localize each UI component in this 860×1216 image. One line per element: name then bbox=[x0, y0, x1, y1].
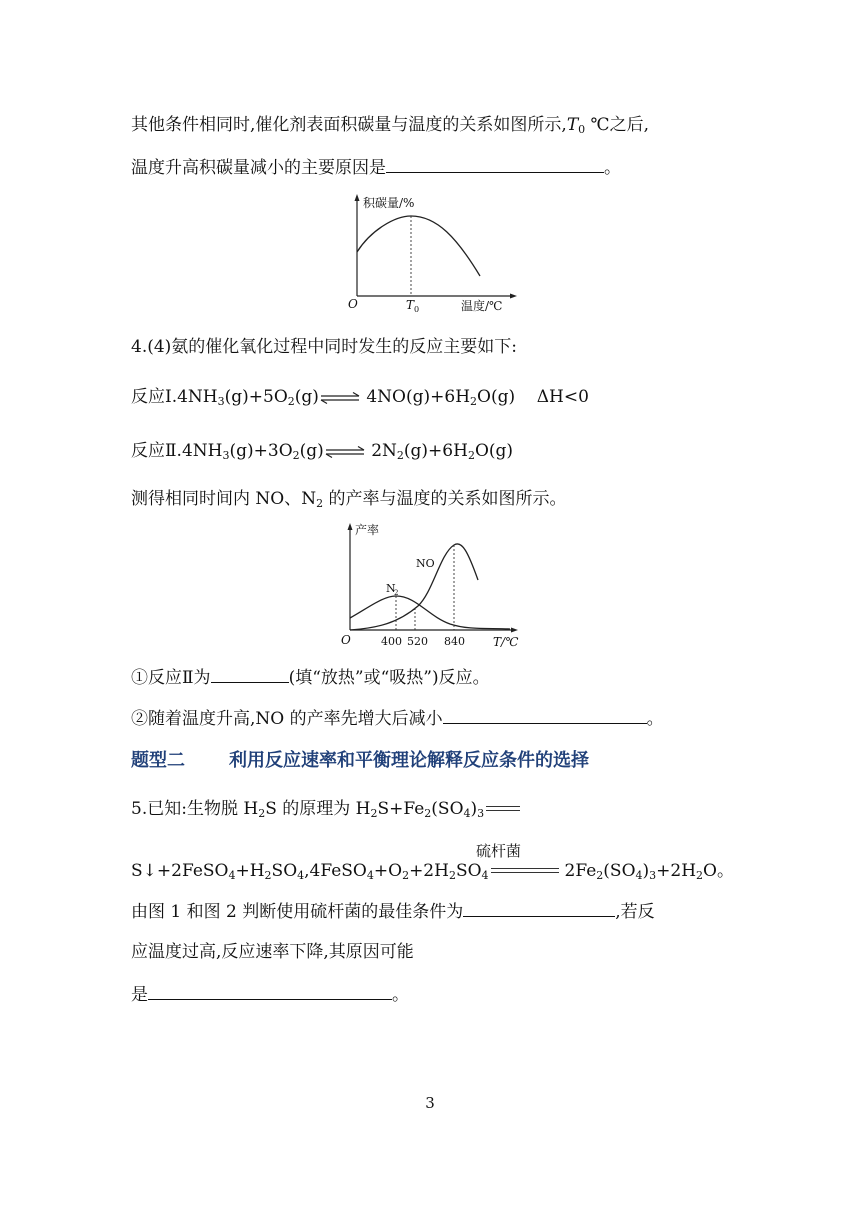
reversible-arrow-icon bbox=[324, 446, 366, 458]
equals-sign-icon bbox=[491, 867, 559, 877]
reaction-2: 反应$Ⅱ.4NH_3(g)+3O_2(g)$ $2N_2(g)+6H_2O(g)$ bbox=[131, 441, 514, 462]
chart1-ylabel: 积碳量/% bbox=[363, 196, 415, 210]
carbon-curve bbox=[357, 216, 480, 276]
q5-line4-text: 应温度过高,反应速率下降,其原因可能 bbox=[131, 942, 414, 962]
q4-intro bbox=[131, 335, 517, 359]
q5-line3-a: 由图 1 和图 2 判断使用硫杆菌的最佳条件为 bbox=[131, 902, 464, 922]
t0-symbol: T bbox=[566, 115, 579, 135]
series-label-no: NO bbox=[416, 557, 435, 570]
q5-line5 bbox=[131, 982, 409, 1007]
q4-measure-a: 测得相同时间内 NO、N bbox=[131, 489, 317, 509]
chart1-origin: O bbox=[348, 297, 358, 311]
chart2-origin: O bbox=[341, 633, 351, 647]
r1-products: 4NO(g)+6H bbox=[366, 387, 471, 407]
q4-sub1-a: ①反应Ⅱ为 bbox=[131, 668, 211, 688]
r1-enthalpy: ΔH<0 bbox=[536, 387, 589, 407]
yield-temperature-chart bbox=[338, 518, 528, 652]
answer-blank-q5-2[interactable] bbox=[148, 982, 392, 1000]
q3-line2 bbox=[131, 155, 621, 180]
q3-question: 温度升高积碳量减小的主要原因是 bbox=[131, 158, 386, 178]
answer-blank-q3[interactable] bbox=[386, 155, 604, 173]
chart1-t0: T bbox=[406, 298, 415, 312]
answer-blank-q4-1[interactable] bbox=[211, 665, 289, 683]
chart1-xlabel: 温度/℃ bbox=[461, 299, 503, 313]
q5-line3-b: ,若反 bbox=[615, 902, 655, 922]
chart2-ylabel: 产率 bbox=[355, 523, 380, 537]
q3-text-a: 其他条件相同时,催化剂表面积碳量与温度的关系如图所示, bbox=[131, 115, 567, 135]
q4-sub2-period: 。 bbox=[646, 709, 664, 729]
q4-sub1 bbox=[131, 665, 490, 690]
tick-400: 400 bbox=[381, 635, 402, 648]
tick-840: 840 bbox=[444, 635, 465, 648]
q4-measure: 测得相同时间内 NO、$N_2$ 的产率与温度的关系如图所示。 bbox=[131, 489, 567, 510]
no-curve bbox=[350, 544, 478, 630]
q4-sub2-a: ②随着温度升高,NO 的产率先增大后减小 bbox=[131, 709, 443, 729]
q3-period: 。 bbox=[604, 158, 621, 178]
q4-sub1-b: (填“放热”或“吸热”)反应。 bbox=[288, 668, 490, 688]
carbon-deposition-chart bbox=[345, 190, 525, 316]
page-number: 3 bbox=[425, 1094, 435, 1112]
r2-products: 2N bbox=[371, 441, 397, 461]
q5-line1: 5.已知:生物脱 $H_2S$ 的原理为 $H_2S+Fe_2(SO_4)_3$ bbox=[131, 797, 520, 821]
reaction-1: 反应$Ⅰ.4NH_3(g)+5O_2(g)$ $4NO(g)+6H_2O(g)$ ΔH<0 bbox=[131, 387, 589, 408]
t0-sub: 0 bbox=[578, 123, 586, 136]
catalyst-label: 硫杆菌 bbox=[476, 842, 522, 860]
series-label-n2: N bbox=[386, 582, 396, 595]
r2-label: 反应Ⅱ.4NH bbox=[131, 441, 223, 461]
q5-line1-b: S 的原理为 H bbox=[265, 799, 371, 819]
q5-line5-text: 是 bbox=[131, 985, 148, 1005]
chart1-t0-sub: 0 bbox=[414, 305, 420, 314]
q5-line3 bbox=[131, 899, 655, 924]
q4-intro-text: 4.(4)氨的催化氧化过程中同时发生的反应主要如下: bbox=[131, 337, 518, 357]
equals-sign-icon bbox=[486, 805, 520, 815]
chart2-xlabel: T/℃ bbox=[493, 635, 519, 649]
q4-measure-b: 的产率与温度的关系如图所示。 bbox=[323, 489, 567, 509]
n2-curve bbox=[350, 596, 510, 629]
q4-sub2 bbox=[131, 706, 664, 731]
q3-line1 bbox=[131, 113, 649, 137]
heading-label: 题型二 bbox=[131, 750, 185, 771]
q3-text-b: ℃之后, bbox=[585, 115, 649, 135]
q5-period: 。 bbox=[392, 985, 409, 1005]
reversible-arrow-icon bbox=[319, 392, 361, 404]
section-heading bbox=[131, 746, 589, 772]
answer-blank-q5-1[interactable] bbox=[463, 899, 615, 917]
r1-label: 反应Ⅰ.4NH bbox=[131, 387, 218, 407]
q5-line1-a: 5.已知:生物脱 H bbox=[131, 799, 259, 819]
q5-line2: $S↓+2FeSO_4+H_2SO_4,4FeSO_4+O_2+2H_2SO_4$ $2Fe_2(SO_4)_3+2H_2O$。 bbox=[131, 861, 734, 882]
answer-blank-q4-2[interactable] bbox=[443, 706, 647, 724]
series-label-n2-sub: 2 bbox=[394, 589, 399, 597]
tick-520: 520 bbox=[407, 635, 428, 648]
q5-line4 bbox=[131, 940, 414, 964]
heading-title: 利用反应速率和平衡理论解释反应条件的选择 bbox=[229, 750, 589, 771]
